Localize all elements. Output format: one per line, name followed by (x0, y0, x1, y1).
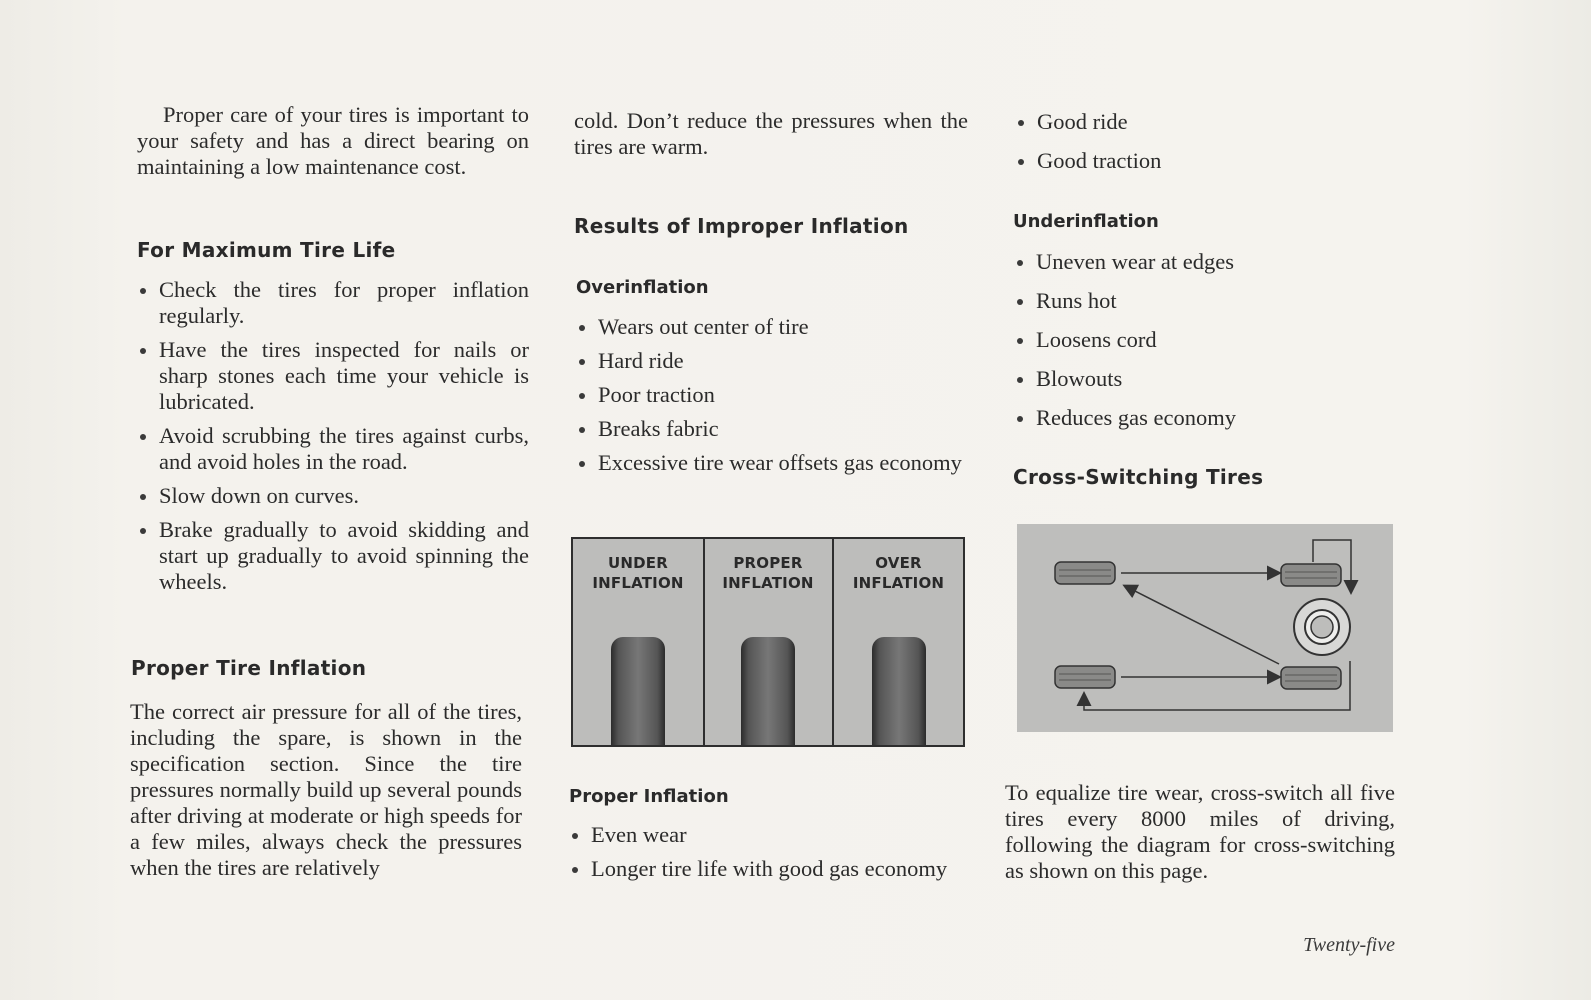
cross-switching-heading: Cross-Switching Tires (1013, 465, 1264, 489)
over-inflation-panel (834, 539, 963, 745)
overinflation-list (576, 314, 966, 484)
list-item: Avoid scrubbing the tires against curbs, and avoid holes in the road. (137, 423, 529, 475)
max-life-heading: For Maximum Tire Life (137, 238, 396, 262)
list-item: Excessive tire wear offsets gas economy (576, 450, 966, 476)
underinflated-tire-icon (611, 637, 665, 745)
list-item: Check the tires for proper inflation regularly. (137, 277, 529, 329)
panel-label: OVER (875, 554, 922, 572)
list-item: Brake gradually to avoid skidding and start up gradually to avoid spinning the wheels. (137, 517, 529, 595)
proper-inflation-list (569, 822, 959, 890)
proper-inflation-panel (704, 539, 834, 745)
good-results-list (1015, 109, 1395, 182)
list-item: Have the tires inspected for nails or sharp stones each time your vehicle is lubricated. (137, 337, 529, 415)
list-item: Wears out center of tire (576, 314, 966, 340)
list-item: Blowouts (1014, 366, 1394, 392)
proper-inflation-heading: Proper Inflation (569, 786, 729, 807)
list-item: Uneven wear at edges (1014, 249, 1394, 275)
intro-paragraph: Proper care of your tires is important to your safety and has a direct bearing on maintaining a low maintenance cost. (137, 102, 529, 179)
results-heading: Results of Improper Inflation (574, 214, 909, 238)
list-item: Reduces gas economy (1014, 405, 1394, 431)
list-item: Even wear (569, 822, 959, 848)
list-item: Good traction (1015, 148, 1395, 174)
list-item: Hard ride (576, 348, 966, 374)
continued-paragraph: cold. Don’t reduce the pressures when the tires are warm. (574, 108, 968, 159)
rotation-arrows-icon (1017, 524, 1393, 732)
cross-switching-paragraph: To equalize tire wear, cross-switch all five tires every 8000 miles of driving, following the diagram for cross-switching as shown on this page. (1005, 780, 1395, 883)
list-item: Runs hot (1014, 288, 1394, 314)
list-item: Poor traction (576, 382, 966, 408)
max-life-list (137, 277, 529, 603)
list-item: Good ride (1015, 109, 1395, 135)
inflation-paragraph: The correct air pressure for all of the tires, including the spare, is shown in the specification section. Since the tire pressures normally build up several pounds after driving at moderate or high speeds for a few miles, always check the pressures when the tires are relatively (130, 699, 522, 880)
panel-label: PROPER (733, 554, 803, 572)
underinflation-list (1014, 249, 1394, 439)
page-number: Twenty-five (1303, 934, 1395, 956)
under-inflation-panel (573, 539, 705, 745)
panel-label: UNDER (608, 554, 668, 572)
panel-label: INFLATION (592, 574, 684, 592)
list-item: Loosens cord (1014, 327, 1394, 353)
overinflation-heading: Overinflation (576, 277, 709, 298)
cross-switching-diagram (1017, 524, 1393, 732)
properly-inflated-tire-icon (741, 637, 795, 745)
list-item: Breaks fabric (576, 416, 966, 442)
panel-label: INFLATION (722, 574, 814, 592)
overinflated-tire-icon (872, 637, 926, 745)
inflation-comparison-figure (571, 537, 965, 747)
list-item: Longer tire life with good gas economy (569, 856, 959, 882)
inflation-heading: Proper Tire Inflation (131, 656, 367, 680)
panel-label: INFLATION (852, 574, 945, 592)
list-item: Slow down on curves. (137, 483, 529, 509)
underinflation-heading: Underinflation (1013, 211, 1159, 232)
